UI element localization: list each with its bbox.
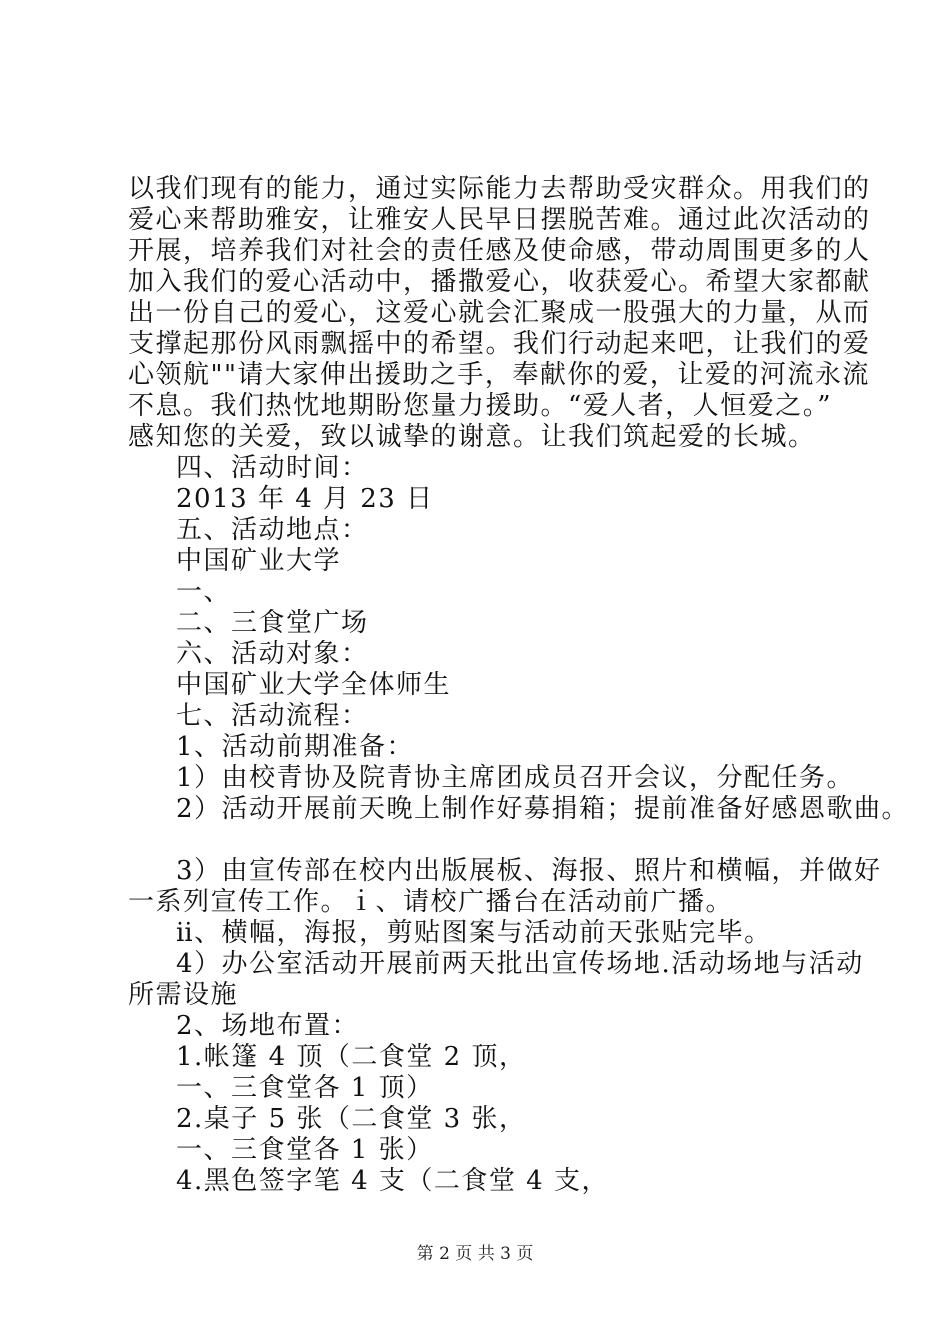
document-body [128, 174, 910, 1197]
venue-item-2: 2.桌子 5 张（二食堂 3 张， [176, 1104, 527, 1134]
paragraph-line: 出一份自己的爱心，这爱心就会汇聚成一股强大的力量，从而 [128, 298, 871, 328]
paragraph-line: 不息。我们热忱地期盼您量力援助。“爱人者，人恒爱之。” [128, 391, 833, 421]
location-item-2: 二、三食堂广场 [176, 608, 369, 638]
preparation-item-2: 2）活动开展前天晚上制作好募捐箱；提前准备好感恩歌曲。 [176, 794, 910, 824]
preparation-item-1: 1）由校青协及院青协主席团成员召开会议，分配任务。 [176, 763, 855, 793]
preparation-item-4: 4）办公室活动开展前两天批出宣传场地.活动场地与活动 [176, 949, 864, 979]
blank-line [128, 825, 828, 856]
paragraph-line: 感知您的关爱，致以诚挚的谢意。让我们筑起爱的长城。 [128, 422, 816, 452]
venue-item-1: 1.帐篷 4 顶（二食堂 2 顶， [176, 1042, 527, 1072]
activity-date: 2013 年 4 月 23 日 [176, 484, 434, 514]
activity-audience: 中国矿业大学全体师生 [176, 670, 452, 700]
paragraph-line: 支撑起那份风雨飘摇中的希望。我们行动起来吧，让我们的爱 [128, 329, 871, 359]
page-footer: 第 2 页 共 3 页 [416, 1244, 534, 1264]
activity-location: 中国矿业大学 [176, 546, 342, 576]
paragraph-line: 爱心来帮助雅安，让雅安人民早日摆脱苦难。通过此次活动的 [128, 205, 871, 235]
section-heading-location: 五、活动地点： [176, 515, 369, 545]
paragraph-line: 开展，培养我们对社会的责任感及使命感，带动周围更多的人 [128, 236, 871, 266]
location-item-1: 一、 [176, 577, 232, 607]
preparation-item-3-cont: 一系列宣传工作。ｉ、请校广播台在活动前广播。 [128, 887, 734, 917]
preparation-item-3: 3）由宣传部在校内出版展板、海报、照片和横幅，并做好 [176, 856, 882, 886]
paragraph-line: 心领航""请大家伸出援助之手，奉献你的爱，让爱的河流永流 [128, 360, 870, 390]
paragraph-line: 加入我们的爱心活动中，播撒爱心，收获爱心。希望大家都献 [128, 267, 871, 297]
intro-paragraph [128, 174, 871, 453]
venue-item-4: 4.黑色签字笔 4 支（二食堂 4 支， [176, 1166, 609, 1196]
step-heading-preparation: 1、活动前期准备： [176, 732, 415, 762]
paragraph-line: 以我们现有的能力，通过实际能力去帮助受灾群众。用我们的 [128, 174, 871, 204]
step-heading-venue: 2、场地布置： [176, 1011, 360, 1041]
section-heading-audience: 六、活动对象： [176, 639, 369, 669]
venue-item-2-cont: 一、三食堂各 1 张） [176, 1135, 434, 1165]
preparation-item-3-sub: ⅱ、横幅，海报，剪贴图案与活动前天张贴完毕。 [176, 918, 772, 948]
section-heading-time: 四、活动时间： [176, 453, 369, 483]
preparation-item-4-cont: 所需设施 [128, 980, 239, 1010]
venue-item-1-cont: 一、三食堂各 1 顶） [176, 1073, 434, 1103]
section-heading-process: 七、活动流程： [176, 701, 369, 731]
